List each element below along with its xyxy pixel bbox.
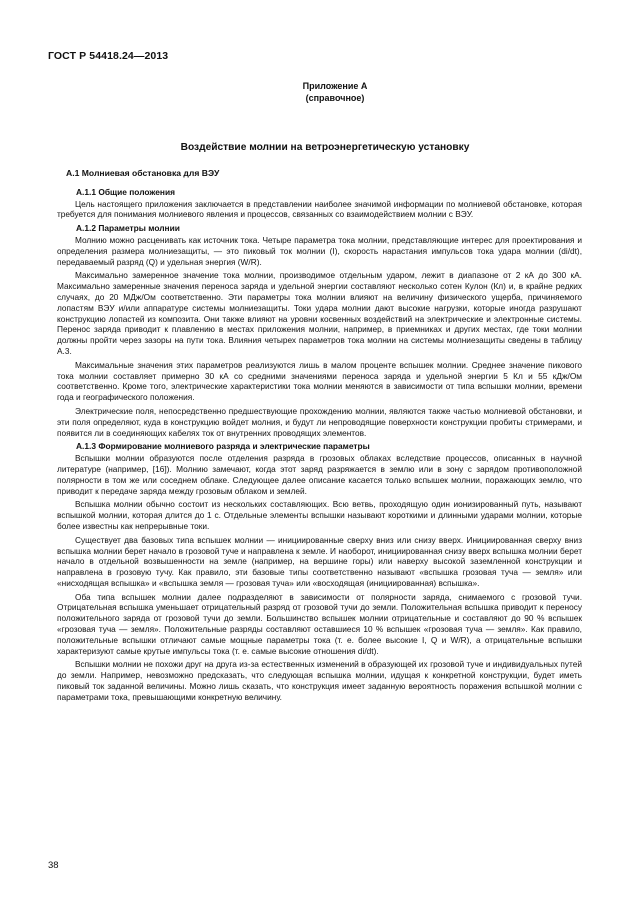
- paragraph: Электрические поля, непосредственно предшествующие прохождению молнии, являются также частью молниевой обстановки, и эти поля определяют, куда в конструкцию войдет молния, и будут ли непроводящие поверхности конструкции пробиты стримерами, и появится ли в соединяющих кабелях ток от внутренних проводящих элементов.: [57, 405, 582, 438]
- section-heading-a1: А.1 Молниевая обстановка для ВЭУ: [66, 168, 220, 178]
- annex-label: Приложение А: [302, 81, 368, 91]
- paragraph: Вспышки молнии образуются после отделения разряда в грозовых облаках вследствие процессов, описанных в научной литературе (например, [16]). Молнию замечают, когда этот заряд разряжается в землю или в зону с зарядом противоположной полярности в том же или соседнем облаке. Следующее далее описание касается только вспышек молнии, поражающих землю, что приводит к передаче заряда между грозовым облаком и землей.: [57, 453, 582, 496]
- paragraph: Максимальные значения этих параметров реализуются лишь в малом проценте вспышек молнии. Среднее значение пикового тока молнии составляет примерно 30 кА со средними значениями переноса заряда и удельной энергии 5 Кл и 55 кДж/Ом соответственно. Кроме того, электрические характеристики тока молнии меняются в зависимости от типа вспышки молнии, времени года и географического положения.: [57, 359, 582, 403]
- annex-heading: [0, 80, 630, 104]
- document-header: ГОСТ Р 54418.24—2013: [48, 50, 169, 62]
- subsection-heading-a12: А.1.2 Параметры молнии: [76, 223, 180, 234]
- paragraph: Вспышка молнии обычно состоит из нескольких составляющих. Всю ветвь, проходящую один ионизированный путь, называют вспышкой молнии, которая длится до 1 с. Отдельные элементы вспышки называют короткими и длинными ударами молнии, которые более известны как непрерывные токи.: [57, 499, 582, 531]
- page-title: Воздействие молнии на ветроэнергетическую установку: [180, 142, 470, 153]
- paragraph: Максимально замеренное значение тока молнии, производимое отдельным ударом, лежит в диапазоне от 2 кА до 300 кА. Максимально замеренные значения переноса заряда и удельной энергии составляют несколько сотен Кулон (Кл) и, в крайне редких случаях, до 20 МДж/Ом соответственно. Эти параметры тока молнии влияют на величину физического ущерба, причиняемого лопастям ВЭУ и/или аппаратуре системы молниезащиты. Токи удара молнии дают высокие нагрузки, которые иногда разрушают конструкцию лопастей из композита. Они также влияют на уровни косвенных воздействий на электрические и электронные системы. Перенос заряда приводит к плавлению в местах приложения молнии, например, в приемниках и других местах, где токи молнии должны пройти через зазоры на пути тока. Влияния четырех параметров тока молнии на системы молниезащиты сведены в таблицу А.3.: [57, 270, 582, 356]
- subsection-heading-a11: А.1.1 Общие положения: [76, 186, 175, 197]
- page-number: 38: [48, 860, 59, 871]
- annex-type: (справочное): [305, 93, 365, 103]
- paragraph: Молнию можно расценивать как источник тока. Четыре параметра тока молнии, представляющие интерес для проектирования и определения размера молниезащиты, — это пиковый ток молнии (I), скорость нарастания импульсов тока удара молнии (di/dt), передаваемый разряд (Q) и удельная энергия (W/R).: [57, 234, 582, 267]
- paragraph: Цель настоящего приложения заключается в представлении наиболее значимой информации по молниевой обстановке, которая требуется для понимания молниевого явления и процессов, связанных со взаимодействием молнии с ВЭУ.: [57, 198, 582, 220]
- document-body: [57, 168, 582, 706]
- paragraph: Вспышки молнии не похожи друг на друга из-за естественных изменений в образующей их грозовой туче и индивидуальных путей до земли. Например, невозможно предсказать, что следующая вспышка молнии, идущая к конкретной конструкции, будет иметь пиковый ток заданной величины. Можно лишь сказать, что конструкция имеет заданную вероятность поражения вспышкой молнии с параметрами тока, превышающими конкретную величину.: [57, 659, 582, 702]
- subsection-heading-a13: А.1.3 Формирование молниевого разряда и электрические параметры: [76, 441, 370, 452]
- paragraph: Существует два базовых типа вспышек молнии — инициированные сверху вниз или снизу вверх. Инициированная сверху вниз вспышка молнии берет начало в грозовой туче и направлена к земле. И наоборот, инициированная снизу вверх вспышка молнии берет начало в отдельной возвышенности на земле (например, на вершине горы) или наверху высокой заземленной конструкции и направлена в грозовую тучу. Как правило, эти базовые типы соответственно называют «вспышка грозовая туча — земля» или «нисходящая вспышка» и «вспышка земля — грозовая туча» или «восходящая (инициированная) вспышка».: [57, 534, 582, 588]
- paragraph: Оба типа вспышек молнии далее подразделяют в зависимости от полярности заряда, снимаемого с грозовой тучи. Отрицательная вспышка уменьшает отрицательный разряд от грозовой тучи до земли. Положительная вспышка приводит к переносу положительного заряда от грозовой тучи до земли. Большинство вспышек молнии отрицательные и составляют до 90 % вспышек «грозовая туча — земля». Положительные разряды составляют оставшиеся 10 % вспышек «грозовая туча — земля». Как правило, положительные вспышки отличают самые мощные параметры тока (т. е. более высокие I, Q и W/R), а отрицательные вспышки характеризуют самые крутые импульсы тока (т. е. самые высокие отношения di/dt).: [57, 591, 582, 656]
